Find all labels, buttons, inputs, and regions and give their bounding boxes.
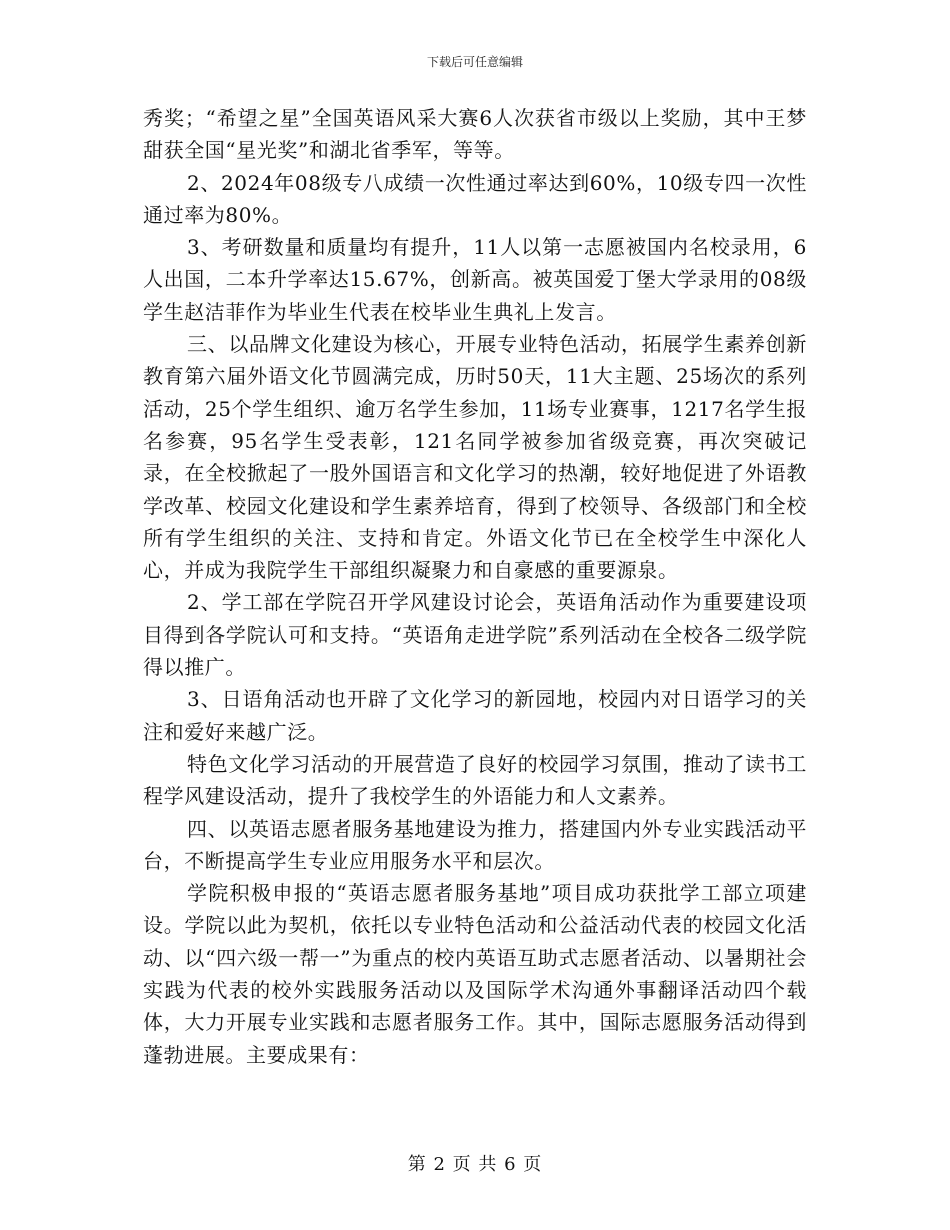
page-header: 下载后可任意编辑 bbox=[426, 55, 523, 69]
paragraph-4: 三、以品牌文化建设为核心，开展专业特色活动，拓展学生素养创新教育第六届外语文化节圆满完成，历时50天，11大主题、25场次的系列活动，25个学生组织、逾万名学生参加，11场专业赛事，1217名学生报名参赛，95名学生受表彰，121名同学被参加省级竞赛，再次突破记录，在全校掀起了一股外国语言和文化学习的热潮，较好地促进了外语教学改革、校园文化建设和学生素养培育，得到了校领导、各级部门和全校所有学生组织的关注、支持和肯定。外语文化节已在全校学生中深化人心，并成为我院学生干部组织凝聚力和自豪感的重要源泉。 bbox=[143, 332, 807, 583]
page-body bbox=[143, 102, 807, 1071]
paragraph-2: 2、2024年08级专八成绩一次性通过率达到60%，10级专四一次性通过率为80%。 bbox=[143, 170, 807, 227]
paragraph-5: 2、学工部在学院召开学风建设讨论会，英语角活动作为重要建设项目得到各学院认可和支持。“英语角走进学院”系列活动在全校各二级学院得以推广。 bbox=[143, 590, 807, 680]
paragraph-8: 四、以英语志愿者服务基地建设为推力，搭建国内外专业实践活动平台，不断提高学生专业应用服务水平和层次。 bbox=[143, 816, 807, 873]
page-footer: 第 2 页 共 6 页 bbox=[407, 1154, 543, 1175]
paragraph-9: 学院积极申报的“英语志愿者服务基地”项目成功获批学工部立项建设。学院以此为契机，依托以专业特色活动和公益活动代表的校园文化活动、以“四六级一帮一”为重点的校内英语互助式志愿者活动、以暑期社会实践为代表的校外实践服务活动以及国际学术沟通外事翻译活动四个载体，大力开展专业实践和志愿者服务工作。其中，国际志愿服务活动得到蓬勃进展。主要成果有： bbox=[143, 881, 807, 1067]
paragraph-6: 3、日语角活动也开辟了文化学习的新园地，校园内对日语学习的关注和爱好来越广泛。 bbox=[143, 687, 807, 744]
paragraph-7: 特色文化学习活动的开展营造了良好的校园学习氛围，推动了读书工程学风建设活动，提升了我校学生的外语能力和人文素养。 bbox=[143, 751, 807, 809]
paragraph-3: 3、考研数量和质量均有提升，11人以第一志愿被国内名校录用，6人出国，二本升学率达15.67%，创新高。被英国爱丁堡大学录用的08级学生赵洁菲作为毕业生代表在校毕业生典礼上发言。 bbox=[143, 235, 807, 324]
paragraph-1: 秀奖；“希望之星”全国英语风采大赛6人次获省市级以上奖励，其中王梦甜获全国“星光奖”和湖北省季军，等等。 bbox=[143, 106, 807, 163]
